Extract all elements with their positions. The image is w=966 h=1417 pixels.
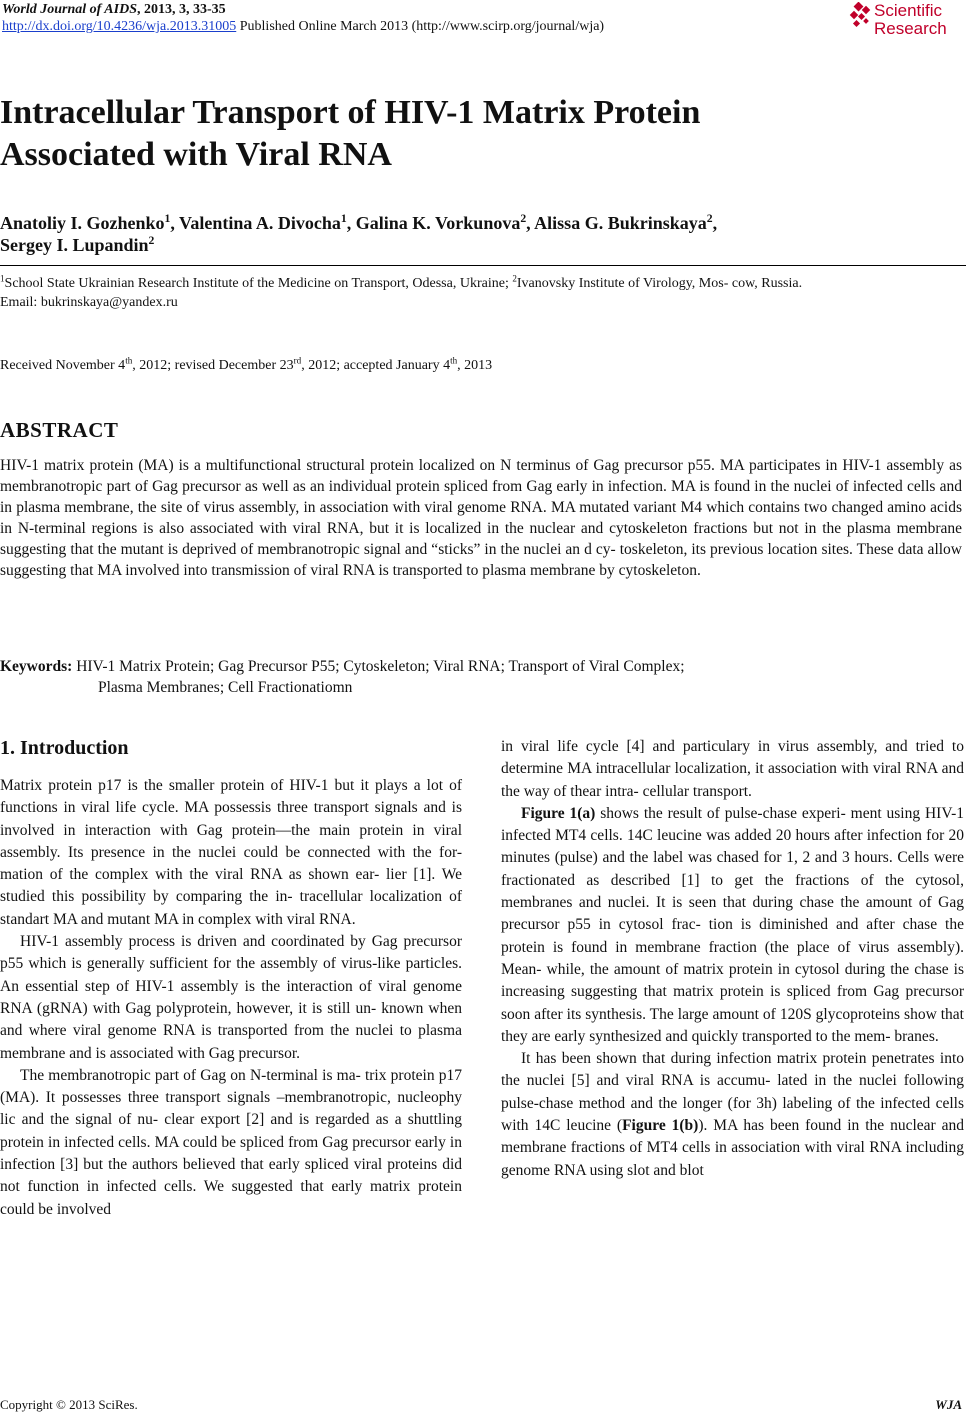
paragraph: in viral life cycle [4] and particulary in virus assembly, and tried to determine MA intracellular localization, it association with viral RNA and the way of thear intra- cellular transport. [501,738,964,800]
ordinal-suffix: th [125,355,133,366]
section-heading-introduction: 1. Introduction [0,737,129,759]
affiliations [0,274,962,312]
logo-line-2: Research [874,19,947,38]
scientific-research-logo [848,2,966,42]
paragraph: Matrix protein p17 is the smaller protein of HIV-1 but it plays a lot of functions in viral life cycle. MA possessis three transport signals and is involved in interaction with Gag protein—the main protein in viral assembly. Its presence in the nuclei could be connected with the for- mation of the complex with the viral RNA as shown ear- lier [1]. We studied this possibility by comparing the in- tracellular localization of standart MA and mutant MA in complex with viral RNA. [0,777,462,928]
copyright-footer: Copyright © 2013 SciRes. [0,1397,138,1412]
paragraph: HIV-1 assembly process is driven and coordinated by Gag precursor p55 which is generally sufficient for the assembly of virus-like particles. An essential step of HIV-1 assembly is the interaction of viral genome RNA (gRNA) with Gag polyprotein, however, it is still un- known when and where viral genome RNA is transported from the nuclei to plasma membrane and is associated with Gag precursor. [0,933,462,1062]
body-column-left [0,775,462,1221]
author-separator: , [712,213,718,233]
title-line-1: Intracellular Transport of HIV-1 Matrix Protein [0,94,701,131]
paper-title [0,92,900,176]
logo-line-1: Scientific [874,1,943,20]
affiliation-mark: 2 [706,212,713,225]
author-name: , Galina K. Vorkunova [346,213,521,233]
author-name: Anatoliy I. Gozhenko [0,213,165,233]
paragraph [501,803,964,1048]
affiliation-mark: 2 [148,234,155,247]
affiliation-mark: 1 [164,212,171,225]
author-name: , Alissa G. Bukrinskaya [526,213,707,233]
abstract-body: HIV-1 matrix protein (MA) is a multifunctional structural protein localized on N terminus of Gag precursor p55. MA participates in HIV-1 assembly as membranotropic part of Gag precursor as well as an individual protein spliced from Gag early in infection. MA is found in the nuclei of infected cells and in plasma membrane, the site of virus assembly, in association with viral genome RNA. MA mutated variant M4 which contains two changed amino acids in N-terminal regions is also associated with viral RNA, but it is localized in the nuclear and cytoskeleton fractions but not in the plasma membrane suggesting that the mutant is deprived of membranotropic signal and “sticks” in the nuclei an d cy- toskeleton, its previous location sites. These data allow suggesting that MA involved into transmission of viral RNA is transported to plasma membrane by cytoskeleton. [0,457,962,579]
logo-mark-icon [848,2,874,32]
paragraph: The membranotropic part of Gag on N-terminal is ma- trix protein p17 (MA). It possesses three transport signals –membranotropic, nucleophy lic and the signal of nu- clear export [2] and is regarded as a shuttling protein in infected cells. MA could be spliced from Gag precursor early in infection [3] but the authors believed that early spliced viral proteins did not function in infected cells. We suggested that early matrix protein could be involved [0,1066,462,1218]
doi-link[interactable]: http://dx.doi.org/10.4236/wja.2013.31005 [2,19,237,34]
journal-abbreviation: WJA [935,1397,962,1412]
paragraph-text: shows the result of pulse-chase experi- ment using HIV-1 infected MT4 cells. 14C leucine was added 20 hours after infection for 20 minutes (pulse) and the label was chased for 1, 2 and 3 hours. Cells were fractionated as described [1] to get the fractions of the cytosol, membranes and nuclei. It is seen that during chase the amount of Gag precursor p55 in cytosol frac- tion is diminished and after chase the protein is found in membrane fraction (the place of virus assembly). Mean- while, the amount of matrix protein in cytosol during the chase is increasing suggesting that matrix protein is spliced from Gag precursor soon after its synthesis. The large amount of 120S glycoproteins show that they are early synthesized and quickly transported to the mem- branes. [501,804,964,1045]
journal-name: World Journal of AIDS [2,2,137,17]
author-list [0,212,960,256]
paragraph-text: ). MA has been found in the nuclear and membrane fractions of MT4 cells in association with viral RNA including genome RNA using slot and blot [501,1117,964,1179]
received-text: Received November 4 [0,358,126,373]
journal-header [2,1,604,35]
keywords-label: Keywords: [0,658,73,675]
revised-text: , 2012; revised December 23 [132,358,294,373]
contact-email: Email: bukrinskaya@yandex.ru [0,295,178,310]
keywords [0,656,962,698]
affiliation-mark: 1 [340,212,347,225]
keywords-line-1: HIV-1 Matrix Protein; Gag Precursor P55; Cytoskeleton; Viral RNA; Transport of Viral Complex; [72,658,685,675]
abstract-heading: ABSTRACT [0,418,119,442]
affiliation-mark: 1 [0,273,5,284]
received-dates [0,355,493,374]
body-column-right [501,736,964,1182]
paragraph [501,1048,964,1182]
affiliation-mark: 2 [512,273,517,284]
affiliation-2: Ivanovsky Institute of Virology, Mos- cow, Russia. [516,276,803,291]
title-line-2: Associated with Viral RNA [0,136,392,173]
year-text: , 2013 [457,358,493,373]
ordinal-suffix: th [450,355,458,366]
figure-reference[interactable]: Figure 1(a) [521,804,596,822]
keywords-line-2: Plasma Membranes; Cell Fractionatiomn [98,679,353,696]
paragraph-text: It has been shown that during infection matrix protein penetrates into the nuclei [5] and viral RNA is accumu- lated in the nuclei following pulse-chase method and the longer (for 3h) labeling of the infected cells with 14C leucine ( [501,1050,964,1135]
author-name: Sergey I. Lupandin [0,235,149,255]
header-divider [0,265,966,266]
affiliation-mark: 2 [520,212,527,225]
affiliation-1: School State Ukrainian Research Institute of the Medicine on Transport, Odessa, Ukraine; [4,276,513,291]
author-name: , Valentina A. Divocha [170,213,341,233]
accepted-text: , 2012; accepted January 4 [301,358,451,373]
figure-reference[interactable]: Figure 1(b) [622,1117,699,1135]
journal-volume: , 2013, 3, 33-35 [136,2,226,17]
ordinal-suffix: rd [293,355,302,366]
published-note: Published Online March 2013 (http://www.scirp.org/journal/wja) [236,19,605,34]
